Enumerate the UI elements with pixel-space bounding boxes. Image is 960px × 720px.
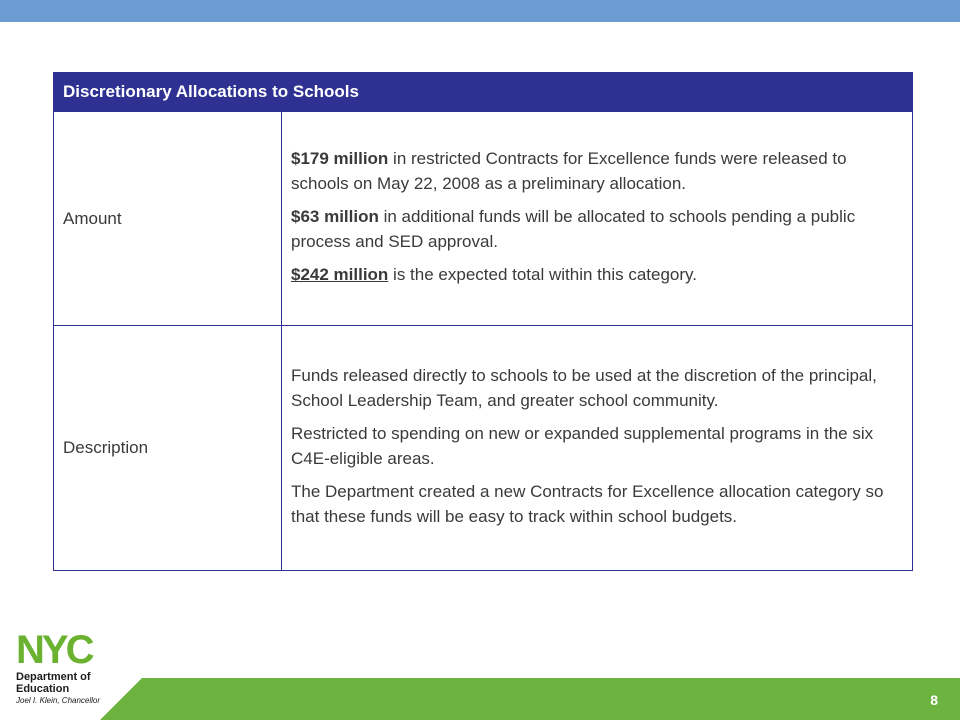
description-paragraph-1: Funds released directly to schools to be used at the discretion of the principal, School Leadership Team, and greater school community. (291, 366, 877, 410)
amount-paragraph-1-text: in restricted Contracts for Excellence funds were released to schools on May 22, 2008 as a preliminary allocation. (291, 149, 847, 193)
allocations-table (53, 72, 913, 571)
amount-paragraph-1 (291, 146, 903, 196)
nyc-doe-logo (16, 628, 116, 705)
footer-green-bar (0, 678, 960, 720)
logo-nyc-mark: NYC (16, 628, 92, 672)
amount-content (282, 112, 913, 326)
table-row-description (54, 326, 913, 571)
description-paragraph-2: Restricted to spending on new or expanded supplemental programs in the six C4E-eligible areas. (291, 424, 874, 468)
amount-63-million: $63 million (291, 207, 379, 226)
description-content (282, 326, 913, 571)
amount-paragraph-2 (291, 204, 903, 254)
row-label-description: Description (54, 326, 282, 571)
logo-chancellor: Joel I. Klein, Chancellor (16, 696, 101, 705)
logo-dept-line2: Education (16, 683, 70, 695)
table-header: Discretionary Allocations to Schools (54, 73, 913, 112)
amount-paragraph-2-text: in additional funds will be allocated to schools pending a public process and SED approval. (291, 207, 856, 251)
logo-dept-line1: Department of (16, 671, 91, 683)
row-label-amount: Amount (54, 112, 282, 326)
amount-242-million: $242 million (291, 265, 389, 284)
page-number: 8 (930, 692, 938, 708)
table-header-row (54, 73, 913, 112)
logo-department (16, 671, 116, 695)
table-row-amount (54, 112, 913, 326)
top-accent-bar (0, 0, 960, 22)
amount-179-million: $179 million (291, 149, 389, 168)
description-paragraph-3: The Department created a new Contracts for Excellence allocation category so that these funds will be easy to track within school budgets. (291, 482, 884, 526)
amount-paragraph-3-text: is the expected total within this category. (388, 265, 698, 284)
amount-paragraph-3 (291, 262, 903, 287)
